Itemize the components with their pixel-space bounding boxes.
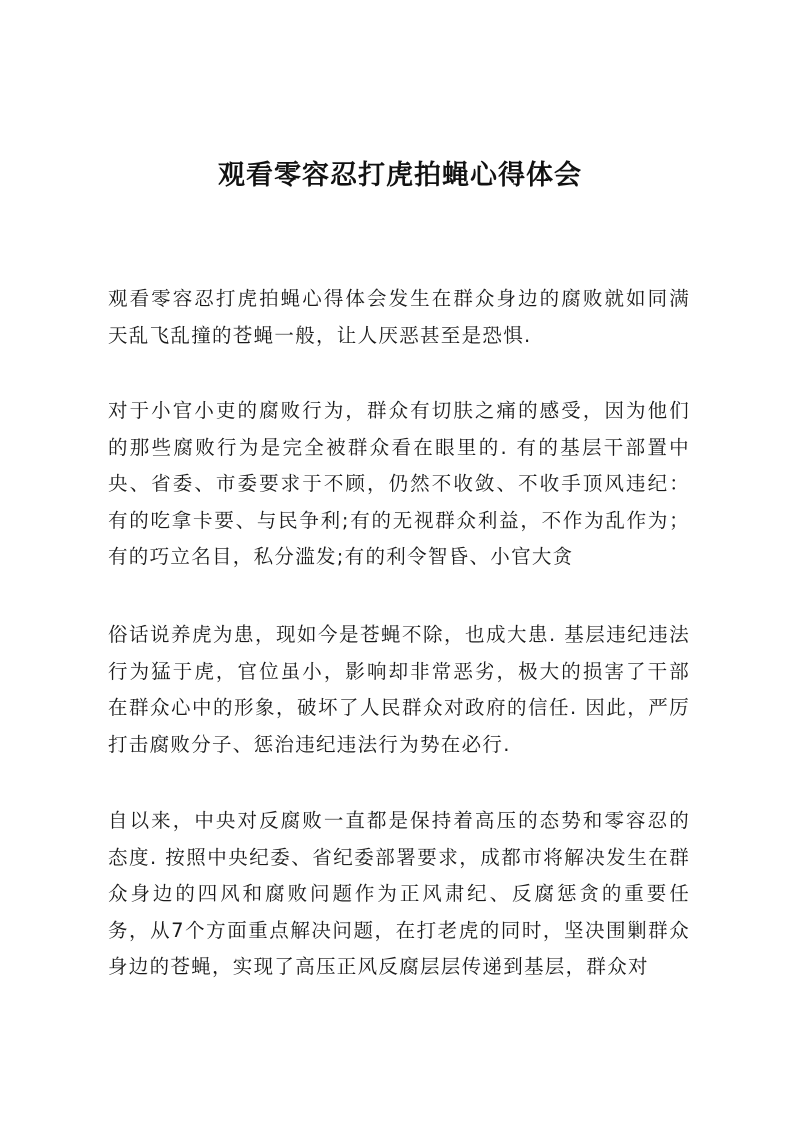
paragraph-2: 对于小官小吏的腐败行为，群众有切肤之痛的感受，因为他们的那些腐败行为是完全被群众看在眼里的. 有的基层干部置中央、省委、市委要求于不顾，仍然不收敛、不收手顶风违纪：有的吃拿卡要、与民争利;有的无视群众利益，不作为乱作为；有的巧立名目，私分滥发;有的利令智昏、小官大贪 — [108, 399, 690, 568]
paragraph-3: 俗话说养虎为患，现如今是苍蝇不除，也成大患. 基层违纪违法行为猛于虎，官位虽小，影响却非常恶劣，极大的损害了干部在群众心中的形象，破坏了人民群众对政府的信任. 因此，严厉打击腐败分子、惩治违纪违法行为势在必行. — [108, 623, 690, 756]
document-title: 观看零容忍打虎拍蝇心得体会 — [218, 160, 582, 191]
paragraph-4: 自以来，中央对反腐败一直都是保持着高压的态势和零容忍的态度. 按照中央纪委、省纪委部署要求，成都市将解决发生在群众身边的四风和腐败问题作为正风肃纪、反腐惩贪的重要任务，从7个方面重点解决问题，在打老虎的同时，坚决围剿群众身边的苍蝇，实现了高压正风反腐层层传递到基层，群众对 — [108, 809, 690, 978]
paragraph-1: 观看零容忍打虎拍蝇心得体会发生在群众身边的腐败就如同满天乱飞乱撞的苍蝇一般，让人厌恶甚至是恐惧. — [108, 287, 690, 347]
